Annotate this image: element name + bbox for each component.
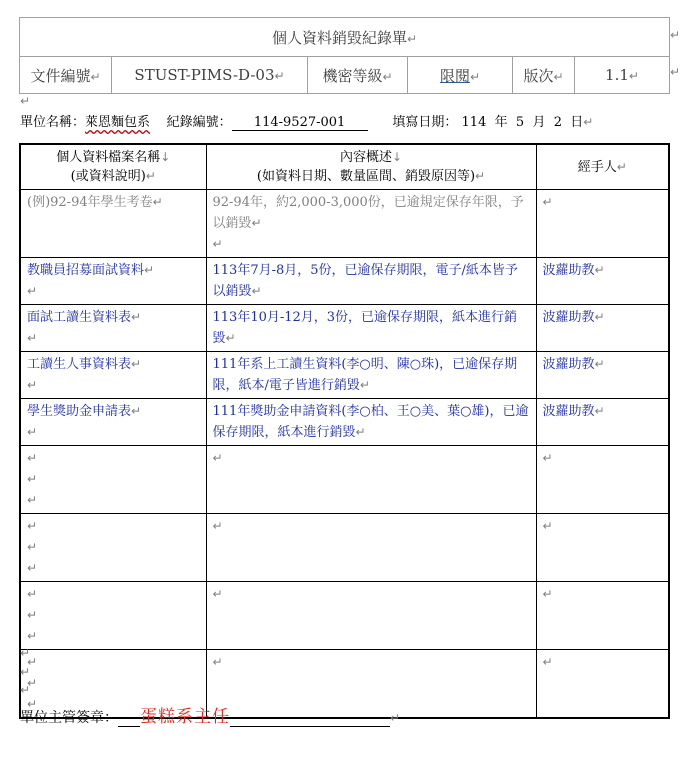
doc-no-label-cell: 文件編號↵ — [20, 57, 112, 94]
empty-row — [20, 582, 669, 650]
empty-cell[interactable]: ↵ — [206, 650, 536, 719]
empty-cell[interactable]: ↵ ↵ ↵ — [20, 514, 206, 582]
col2-line2: (如資料日期、數量區間、銷毀原因等) — [256, 169, 476, 184]
doc-no-cell: STUST-PIMS-D-03↵ — [112, 57, 308, 94]
row-description: 92-94年，約2,000-3,000份，已逾規定保存年限，予以銷毀↵ ↵ — [206, 190, 536, 258]
paragraph-mark: ↵ — [20, 646, 31, 660]
paragraph-mark: ↵ — [20, 665, 31, 679]
table-row — [20, 190, 669, 258]
table-row — [20, 305, 669, 352]
date-year: 114 — [461, 115, 487, 130]
doc-no: STUST-PIMS-D-03 — [134, 66, 275, 84]
cell-text: 波蘿助教 — [542, 263, 595, 278]
date-label: 填寫日期： — [392, 115, 458, 130]
secrecy-cell: 限閱↵ — [408, 57, 513, 94]
form-title: 個人資料銷毀紀錄單 — [271, 28, 407, 47]
record-no-label: 紀錄編號： — [166, 115, 232, 130]
signature-line: 單位主管簽章： 蛋糕系主任 ↵ — [20, 707, 401, 727]
paragraph-mark: ↵ — [670, 28, 681, 42]
empty-cell[interactable]: ↵ — [536, 582, 669, 650]
paragraph-mark: ↵ — [670, 65, 681, 79]
version-label-cell: 版次↵ — [513, 57, 575, 94]
doc-no-label: 文件編號 — [30, 66, 91, 85]
row-description: 111年獎助金申請資料(李○柏、王○美、葉○雄)，已逾保存期限，紙本進行銷毀↵ — [206, 399, 536, 446]
empty-row — [20, 514, 669, 582]
row-file-name: 面試工讀生資料表↵ ↵ — [20, 305, 206, 352]
cell-text: 工讀生人事資料表 — [27, 357, 132, 372]
cell-text: 教職員招募面試資料 — [27, 263, 145, 278]
destruction-record-table — [19, 143, 670, 719]
cell-text: 波蘿助教 — [542, 404, 595, 419]
row-handler: 波蘿助教↵ — [536, 399, 669, 446]
cell-text: 113年10月-12月，3份，已逾保存期限，紙本進行銷毀 — [212, 310, 518, 346]
empty-cell[interactable]: ↵ ↵ ↵ — [20, 446, 206, 514]
cell-text: 波蘿助教 — [542, 310, 595, 325]
signature-blank[interactable] — [230, 726, 390, 727]
cell-text: 學生獎助金申請表 — [27, 404, 132, 419]
cell-text: 92-94年，約2,000-3,000份，已逾規定保存年限，予以銷毀 — [212, 195, 524, 231]
secrecy-value: 限閱 — [439, 66, 470, 85]
day-unit: 日 — [570, 115, 584, 130]
row-file-name: 學生獎助金申請表↵ ↵ — [20, 399, 206, 446]
empty-cell[interactable]: ↵ — [536, 650, 669, 719]
paragraph-mark: ↵ — [20, 94, 31, 108]
empty-cell[interactable]: ↵ — [206, 582, 536, 650]
unit-name: 萊恩麵包系 — [85, 115, 151, 130]
month-unit: 月 — [532, 115, 546, 130]
version-value: 1.1 — [605, 66, 629, 84]
cell-text: 111年獎助金申請資料(李○柏、王○美、葉○雄)，已逾保存期限，紙本進行銷毀 — [212, 404, 529, 440]
row-handler: 波蘿助教↵ — [536, 258, 669, 305]
table-row — [20, 352, 669, 399]
unit-label: 單位名稱： — [20, 115, 86, 130]
signature-label: 單位主管簽章： — [20, 710, 118, 726]
col-file-name-header: 個人資料檔案名稱↓ (或資料說明)↵ — [20, 144, 206, 190]
row-file-name: 工讀生人事資料表↵ ↵ — [20, 352, 206, 399]
row-description: 113年7月-8月，5份，已逾保存期限，電子/紙本皆予以銷毀↵ — [206, 258, 536, 305]
cell-text: 波蘿助教 — [542, 357, 595, 372]
row-description: 113年10月-12月，3份，已逾保存期限，紙本進行銷毀↵ — [206, 305, 536, 352]
signer-name: 蛋糕系主任 — [140, 707, 230, 727]
version-label: 版次 — [523, 66, 554, 85]
col1-line1: 個人資料檔案名稱 — [56, 150, 161, 165]
table-row — [20, 399, 669, 446]
paragraph-mark: ↵ — [20, 683, 31, 697]
header-table — [19, 17, 670, 94]
col-content-header: 內容概述↓ (如資料日期、數量區間、銷毀原因等)↵ — [206, 144, 536, 190]
col1-line2: (或資料說明) — [70, 169, 146, 184]
record-no: 114-9527-001 — [232, 115, 368, 131]
row-file-name: 教職員招募面試資料↵ ↵ — [20, 258, 206, 305]
row-handler: 波蘿助教↵ — [536, 305, 669, 352]
empty-cell[interactable]: ↵ ↵ ↵ — [20, 650, 206, 719]
empty-cell[interactable]: ↵ — [536, 514, 669, 582]
empty-row — [20, 446, 669, 514]
cell-text: 113年7月-8月，5份，已逾保存期限，電子/紙本皆予以銷毀 — [212, 263, 518, 299]
empty-cell[interactable]: ↵ — [206, 446, 536, 514]
form-title-cell: 個人資料銷毀紀錄單↵ — [20, 18, 670, 57]
row-description: 111年系上工讀生資料(李○明、陳○珠)，已逾保存期限，紙本/電子皆進行銷毀↵ — [206, 352, 536, 399]
table-row — [20, 258, 669, 305]
row-handler: 波蘿助教↵ — [536, 352, 669, 399]
year-unit: 年 — [494, 115, 508, 130]
row-file-name: (例)92-94年學生考卷↵ — [20, 190, 206, 258]
row-handler: ↵ — [536, 190, 669, 258]
empty-cell[interactable]: ↵ ↵ ↵ — [20, 582, 206, 650]
info-line: 單位名稱：萊恩麵包系 紀錄編號： 114-9527-001 填寫日期： 114 年 5 月 2 日↵ — [20, 115, 594, 130]
col-handler-header: 經手人↵ — [536, 144, 669, 190]
table-header-row — [20, 144, 669, 190]
version-cell: 1.1↵ — [575, 57, 670, 94]
date-day: 2 — [553, 115, 563, 130]
date-month: 5 — [515, 115, 525, 130]
col2-line1: 內容概述 — [339, 150, 392, 165]
secrecy-label: 機密等級 — [322, 66, 383, 85]
empty-cell[interactable]: ↵ — [536, 446, 669, 514]
empty-cell[interactable]: ↵ — [206, 514, 536, 582]
cell-text: 面試工讀生資料表 — [27, 310, 132, 325]
cell-text: (例)92-94年學生考卷 — [27, 195, 153, 210]
col3-label: 經手人 — [577, 159, 617, 175]
secrecy-label-cell: 機密等級↵ — [308, 57, 408, 94]
cell-text: 111年系上工讀生資料(李○明、陳○珠)，已逾保存期限，紙本/電子皆進行銷毀 — [212, 357, 518, 393]
